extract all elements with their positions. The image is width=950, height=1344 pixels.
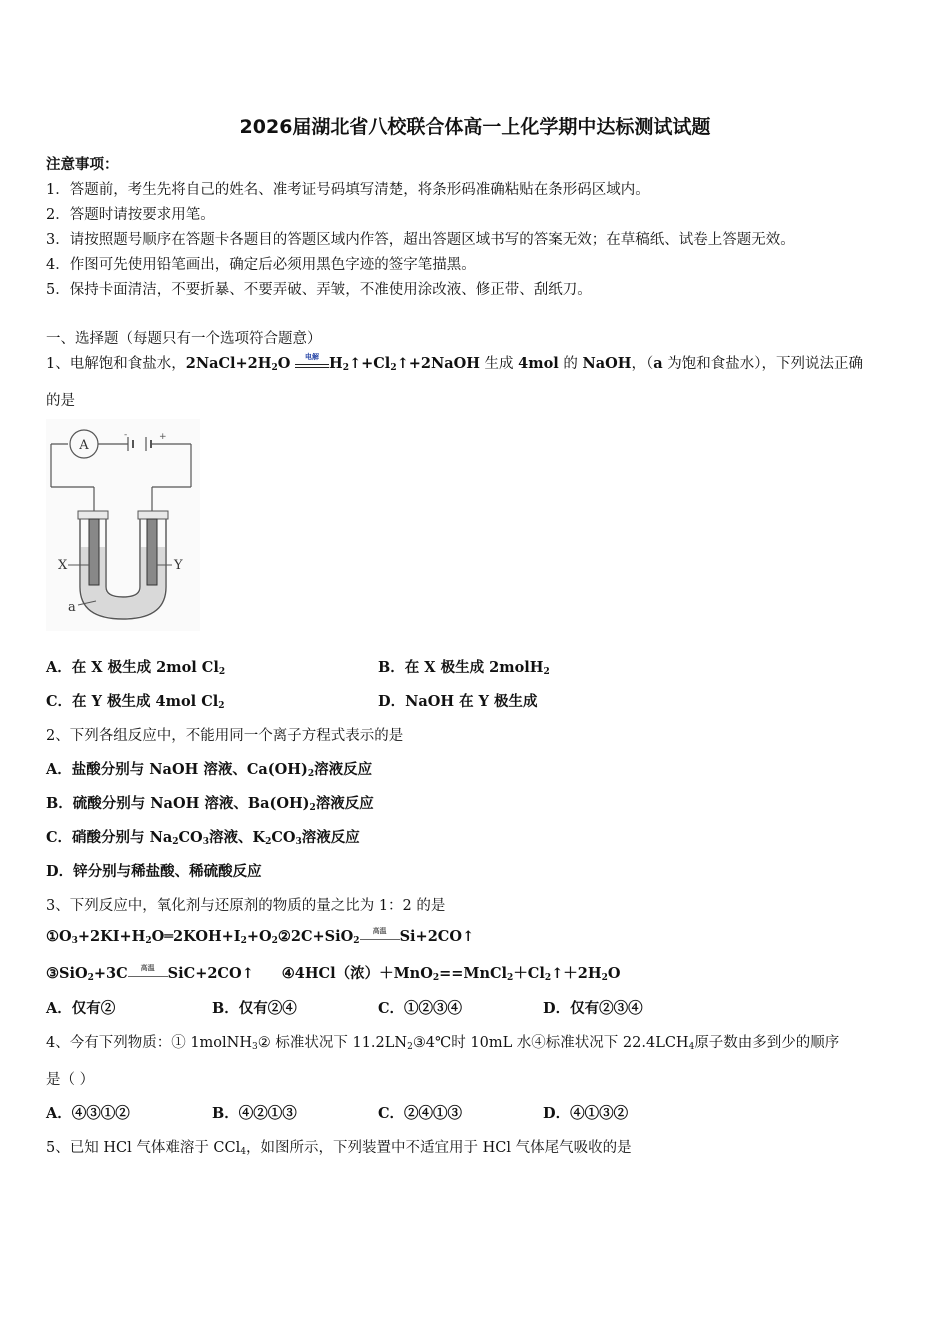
q2-option-c[interactable]: C．硝酸分别与 $Na_2CO_3$溶液、$K_2CO_3$溶液反应 <box>46 829 360 847</box>
electrode-x <box>89 519 99 585</box>
question-3-stem: 3、下列反应中，氧化剂与还原剂的物质的量之比为 1：2 的是 <box>46 898 446 914</box>
ammeter-label: A <box>79 438 89 453</box>
q2-option-b[interactable]: B．硫酸分别与 NaOH 溶液、$Ba(OH)_2$溶液反应 <box>46 795 374 813</box>
question-5-stem: 5、已知 HCl 气体难溶于 CCl$_4$，如图所示，下列装置中不适宜用于 HCl 气体尾气吸收的是 <box>46 1140 632 1157</box>
electrolysis-diagram <box>46 419 200 631</box>
q3-reactions-line-2: ③SiO$_2$+3C 高温 SiC+2CO↑ ④4HCl（浓）$+MnO_2==MnCl_2+Cl_2↑+2H_2O$ <box>46 963 621 983</box>
q4-option-c[interactable]: C．②④①③ <box>378 1105 463 1122</box>
notice-item: 4．作图可先使用铅笔画出，确定后必须用黑色字迹的签字笔描黑。 <box>46 257 476 273</box>
q3-reactions-line-1: $①O_3+2KI+H_2O═2KOH+I_2+O_2②2C+SiO_2$ 高温 Si+2CO↑ <box>46 926 475 946</box>
q1-option-a[interactable]: A．在 X 极生成 2mol $Cl_2$ <box>46 659 226 677</box>
section-heading: 一、选择题（每题只有一个选项符合题意） <box>46 331 322 347</box>
high-temp-condition: 高温 <box>360 930 400 944</box>
notice-item: 3．请按照题号顺序在答题卡各题目的答题区域内作答，超出答题区域书写的答案无效；在草稿纸、试卷上答题无效。 <box>46 232 795 248</box>
q3-option-a[interactable]: A．仅有② <box>46 1000 116 1017</box>
question-1-stem: 1、电解饱和食盐水，$2NaCl+2H_2O$ 电解 $H_2↑+Cl_2↑+2NaOH$ 生成 4mol 的 NaOH，（a 为饱和食盐水），下列说法正确 <box>46 352 864 373</box>
q4-option-a[interactable]: A．④③①② <box>46 1105 130 1122</box>
label-y: Y <box>174 558 183 573</box>
electrode-y <box>147 519 157 585</box>
q2-option-d[interactable]: D．锌分别与稀盐酸、稀硫酸反应 <box>46 863 262 880</box>
question-2-stem: 2、下列各组反应中，不能用同一个离子方程式表示的是 <box>46 728 404 744</box>
q3-option-b[interactable]: B．仅有②④ <box>212 1000 297 1017</box>
svg-text:+: + <box>159 432 167 442</box>
question-1-stem-cont: 的是 <box>46 393 75 409</box>
q3-option-d[interactable]: D．仅有②③④ <box>543 1000 643 1017</box>
q2-option-a[interactable]: A．盐酸分别与 NaOH 溶液、$Ca(OH)_2$溶液反应 <box>46 761 373 779</box>
q4-option-b[interactable]: B．④②①③ <box>212 1105 297 1122</box>
q1-option-c[interactable]: C．在 Y 极生成 4mol $Cl_2$ <box>46 693 225 711</box>
electrolysis-condition: 电解 <box>295 357 329 371</box>
q3-option-c[interactable]: C．①②③④ <box>378 1000 463 1017</box>
notice-item: 1．答题前，考生先将自己的姓名、准考证号码填写清楚，将条形码准确粘贴在条形码区域内。 <box>46 182 650 198</box>
high-temp-condition: 高温 <box>128 967 168 981</box>
question-4-stem-cont: 是（ ） <box>46 1072 95 1088</box>
notice-item: 2．答题时请按要求用笔。 <box>46 207 215 223</box>
label-a: a <box>68 600 76 615</box>
svg-text:-: - <box>124 430 128 440</box>
q1-option-b[interactable]: B．在 X 极生成 2molH$_2$ <box>378 659 550 677</box>
page-title: 2026届湖北省八校联合体高一上化学期中达标测试试题 <box>239 116 711 138</box>
label-x: X <box>58 558 68 573</box>
q1-option-d[interactable]: D．NaOH 在 Y 极生成 <box>378 693 538 710</box>
question-4-stem: 4、今有下列物质：① 1molNH$_3$② 标准状况下 $11.2LN_2③4℃$时 10mL 水④标准状况下 $22.4LCH_4$原子数由多到少的顺序 <box>46 1035 840 1052</box>
notice-heading: 注意事项： <box>46 156 119 173</box>
notice-item: 5．保持卡面清洁，不要折暴、不要弄破、弄皱，不准使用涂改液、修正带、刮纸刀。 <box>46 282 592 298</box>
q4-option-d[interactable]: D．④①③② <box>543 1105 629 1122</box>
